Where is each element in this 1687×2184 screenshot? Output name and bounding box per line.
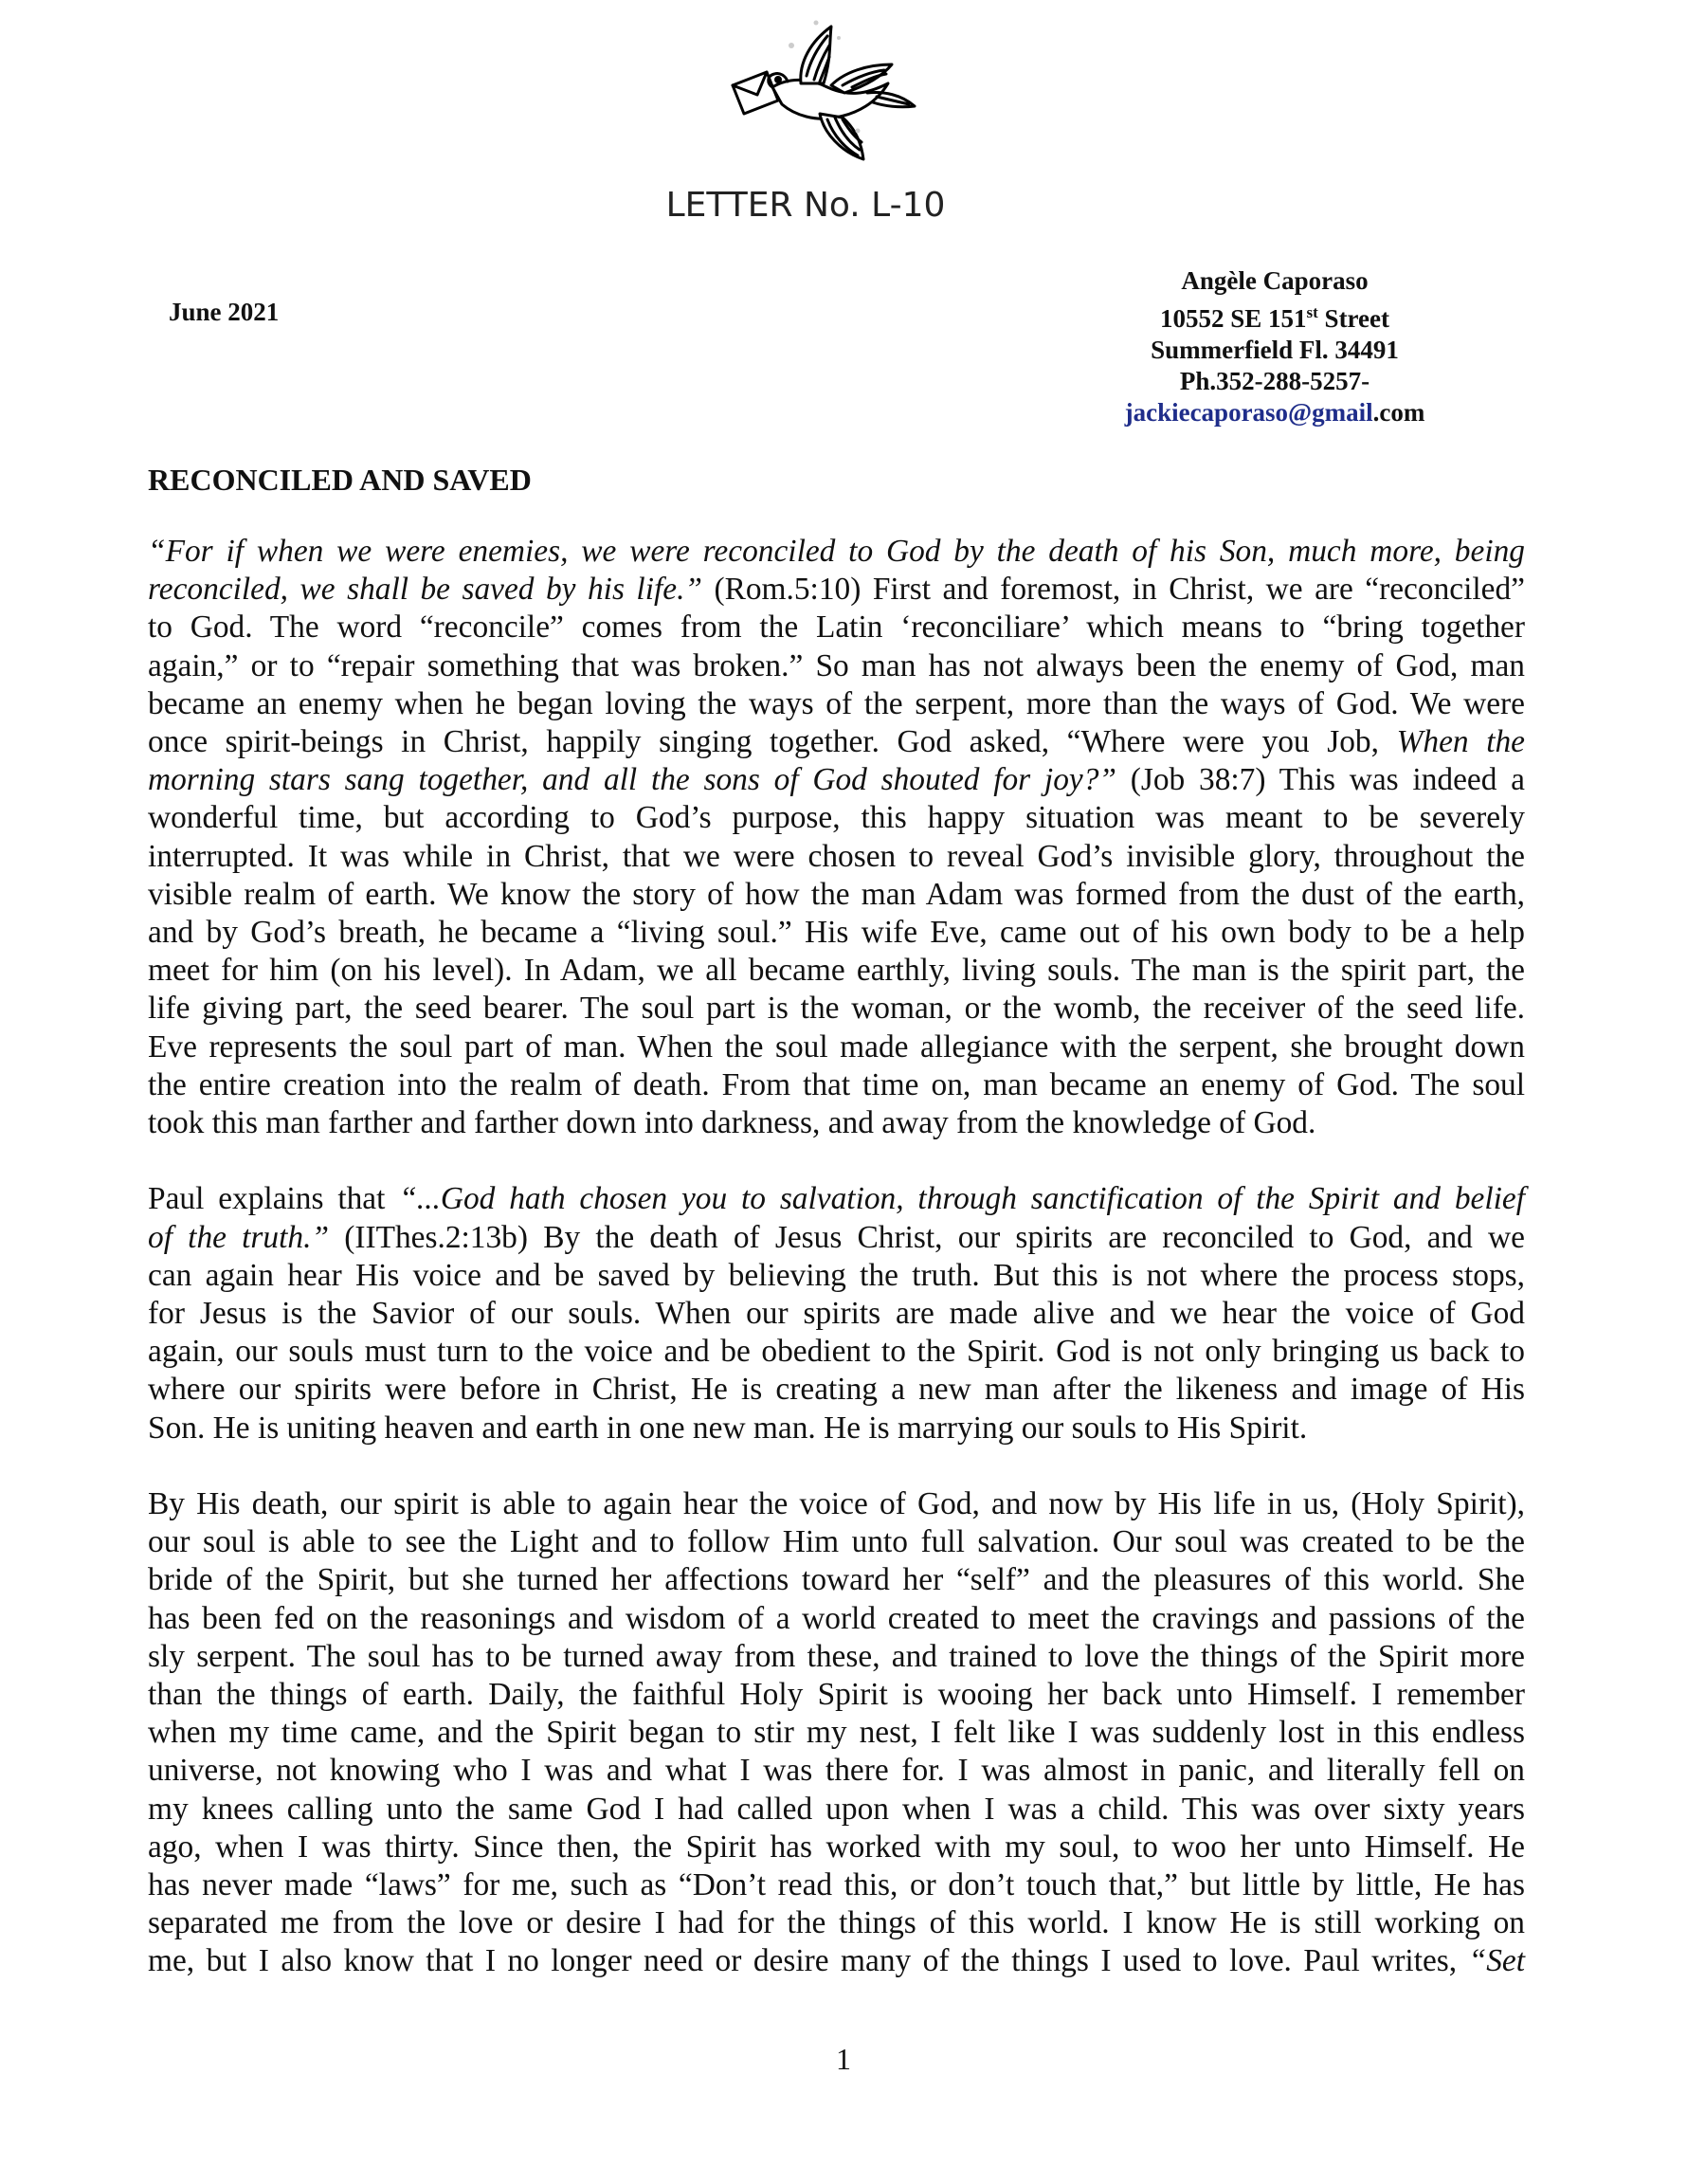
sender-name: Angèle Caporaso xyxy=(1181,266,1369,295)
text-segment: (Job 38:7) This was indeed a xyxy=(1116,762,1525,798)
italic-quote-segment: “For if when we were enemies, we were reconciled to God by the death of his Son, much more, being xyxy=(148,534,1525,569)
text-segment: than the things of earth. Daily, the faithful Holy Spirit is wooing her back unto Himself. I remember xyxy=(148,1677,1525,1713)
email-user[interactable]: jackiecaporaso@gmail xyxy=(1124,398,1373,427)
text-line xyxy=(148,1866,1525,1904)
text-line xyxy=(148,533,1525,571)
text-line xyxy=(148,1676,1525,1714)
text-line xyxy=(148,1791,1525,1829)
text-segment: took this man farther and farther down into darkness, and away from the knowledge of God. xyxy=(148,1105,1316,1141)
text-line xyxy=(148,571,1525,609)
text-segment: (Rom.5:10) First and foremost, in Christ, we are “reconciled” xyxy=(701,572,1525,608)
text-segment: Paul explains that xyxy=(148,1181,400,1217)
paragraph xyxy=(148,533,1525,1142)
text-line xyxy=(148,1752,1525,1790)
text-segment: became an enemy when he began loving the ways of the serpent, more than the ways of God. We were xyxy=(148,685,1525,721)
text-line xyxy=(148,1104,1525,1142)
text-segment: interrupted. It was while in Christ, that we were chosen to reveal God’s invisible glory, throughout the xyxy=(148,838,1525,874)
text-segment: meet for him (on his level). In Adam, we all became earthly, living souls. The man is the spirit part, the xyxy=(148,953,1525,989)
text-segment: By His death, our spirit is able to again hear the voice of God, and now by His life in us, (Holy Spirit), xyxy=(148,1486,1525,1522)
text-line xyxy=(148,914,1525,952)
italic-quote-segment: of the truth.” xyxy=(148,1219,330,1255)
text-segment: the entire creation into the realm of death. From that time on, man became an enemy of God. The soul xyxy=(148,1066,1525,1102)
text-segment: bride of the Spirit, but she turned her affections toward her “self” and the pleasures of this world. She xyxy=(148,1562,1525,1598)
text-segment: to God. The word “reconcile” comes from the Latin ‘reconciliare’ which means to “bring together xyxy=(148,610,1525,646)
text-segment: has never made “laws” for me, such as “Don’t read this, or don’t touch that,” but little by little, He has xyxy=(148,1867,1525,1903)
text-segment: me, but I also know that I no longer need or desire many of the things I used to love. Paul writes, xyxy=(148,1943,1469,1979)
text-line xyxy=(148,990,1525,1028)
text-line xyxy=(148,1028,1525,1066)
text-line xyxy=(148,1180,1525,1218)
italic-quote-segment: “Set xyxy=(1468,1943,1525,1979)
text-line xyxy=(148,1942,1525,1980)
page-number: 1 xyxy=(836,2042,851,2076)
italic-quote-segment: “...God hath chosen you to salvation, through sanctification of the Spirit and belief xyxy=(399,1181,1525,1217)
letter-title: RECONCILED AND SAVED xyxy=(148,463,532,497)
text-line xyxy=(148,723,1525,761)
sender-street xyxy=(1066,297,1483,335)
text-segment: my knees calling unto the same God I had called upon when I was a child. This was over sixty years xyxy=(148,1791,1525,1827)
text-segment: Son. He is uniting heaven and earth in one new man. He is marrying our souls to His Spirit. xyxy=(148,1410,1308,1446)
text-line xyxy=(148,1371,1525,1409)
text-line xyxy=(148,609,1525,646)
text-segment: wonderful time, but according to God’s purpose, this happy situation was meant to be severely xyxy=(148,800,1525,836)
sender-phone: Ph.352-288-5257- xyxy=(1179,367,1370,395)
paragraph xyxy=(148,1180,1525,1447)
street-word: Street xyxy=(1317,304,1390,333)
sender-email[interactable] xyxy=(1066,397,1483,428)
text-line xyxy=(148,876,1525,914)
text-segment: can again hear His voice and be saved by believing the truth. But this is not where the process stops, xyxy=(148,1257,1525,1293)
text-line xyxy=(148,1485,1525,1523)
text-segment: our soul is able to see the Light and to follow Him unto full salvation. Our soul was created to be the xyxy=(148,1524,1525,1560)
text-segment: Eve represents the soul part of man. When the soul made allegiance with the serpent, she brought down xyxy=(148,1028,1525,1065)
text-line xyxy=(148,799,1525,837)
text-line xyxy=(148,1333,1525,1371)
email-domain[interactable]: .com xyxy=(1372,398,1425,427)
italic-quote-segment: morning stars sang together, and all the sons of God shouted for joy?” xyxy=(148,762,1116,798)
text-line xyxy=(148,1523,1525,1561)
text-line xyxy=(148,952,1525,990)
text-line xyxy=(148,1410,1525,1447)
letter-body xyxy=(148,533,1525,2019)
text-line xyxy=(148,1904,1525,1942)
text-segment: sly serpent. The soul has to be turned away from these, and trained to love the things of the Spirit more xyxy=(148,1638,1525,1674)
text-segment: visible realm of earth. We know the story of how the man Adam was formed from the dust of the earth, xyxy=(148,876,1525,912)
text-segment: ago, when I was thirty. Since then, the Spirit has worked with my soul, to woo her unto Himself. He xyxy=(148,1829,1525,1865)
text-segment: once spirit-beings in Christ, happily singing together. God asked, “Where were you Job, xyxy=(148,724,1397,760)
text-segment: and by God’s breath, he became a “living soul.” His wife Eve, came out of his own body to be a help xyxy=(148,915,1525,951)
text-line xyxy=(148,1219,1525,1257)
text-line xyxy=(148,838,1525,876)
text-segment: (IIThes.2:13b) By the death of Jesus Christ, our spirits are reconciled to God, and we xyxy=(329,1219,1525,1255)
text-line xyxy=(148,1257,1525,1295)
text-segment: life giving part, the seed bearer. The soul part is the woman, or the womb, the receiver of the seed life. xyxy=(148,991,1525,1027)
text-segment: again, our souls must turn to the voice and be obedient to the Spirit. God is not only bringing us back to xyxy=(148,1334,1525,1370)
italic-quote-segment: When the xyxy=(1396,724,1525,760)
text-line xyxy=(148,1638,1525,1676)
text-segment: where our spirits were before in Christ, He is creating a new man after the likeness and image of His xyxy=(148,1372,1525,1408)
text-line xyxy=(148,685,1525,723)
text-line xyxy=(148,1714,1525,1752)
text-line xyxy=(148,1295,1525,1333)
text-line xyxy=(148,761,1525,799)
text-line xyxy=(148,647,1525,685)
text-line xyxy=(148,1561,1525,1599)
text-segment: has been fed on the reasonings and wisdom of a world created to meet the cravings and passions of the xyxy=(148,1600,1525,1636)
letter-number: LETTER No. L-10 xyxy=(665,186,946,225)
italic-quote-segment: reconciled, we shall be saved by his life.” xyxy=(148,572,702,608)
text-segment: again,” or to “repair something that was broken.” So man has not always been the enemy of God, man xyxy=(148,647,1525,683)
text-segment: when my time came, and the Spirit began to stir my nest, I felt like I was suddenly lost in this endless xyxy=(148,1715,1525,1751)
text-segment: for Jesus is the Savior of our souls. When our spirits are made alive and we hear the voice of God xyxy=(148,1296,1525,1332)
text-line xyxy=(148,1600,1525,1638)
dove-with-letter-icon xyxy=(725,17,924,169)
street-number: 10552 SE 151 xyxy=(1159,304,1307,333)
street-ordinal-suffix: st xyxy=(1306,303,1318,321)
text-segment: separated me from the love or desire I had for the things of this world. I know He is still working on xyxy=(148,1905,1525,1941)
paragraph xyxy=(148,1485,1525,1981)
sender-address-block xyxy=(1066,265,1483,428)
sender-city: Summerfield Fl. 34491 xyxy=(1151,336,1399,364)
text-segment: universe, not knowing who I was and what I was there for. I was almost in panic, and literally fell on xyxy=(148,1753,1525,1789)
text-line xyxy=(148,1829,1525,1866)
letter-date: June 2021 xyxy=(169,298,280,326)
text-line xyxy=(148,1066,1525,1104)
